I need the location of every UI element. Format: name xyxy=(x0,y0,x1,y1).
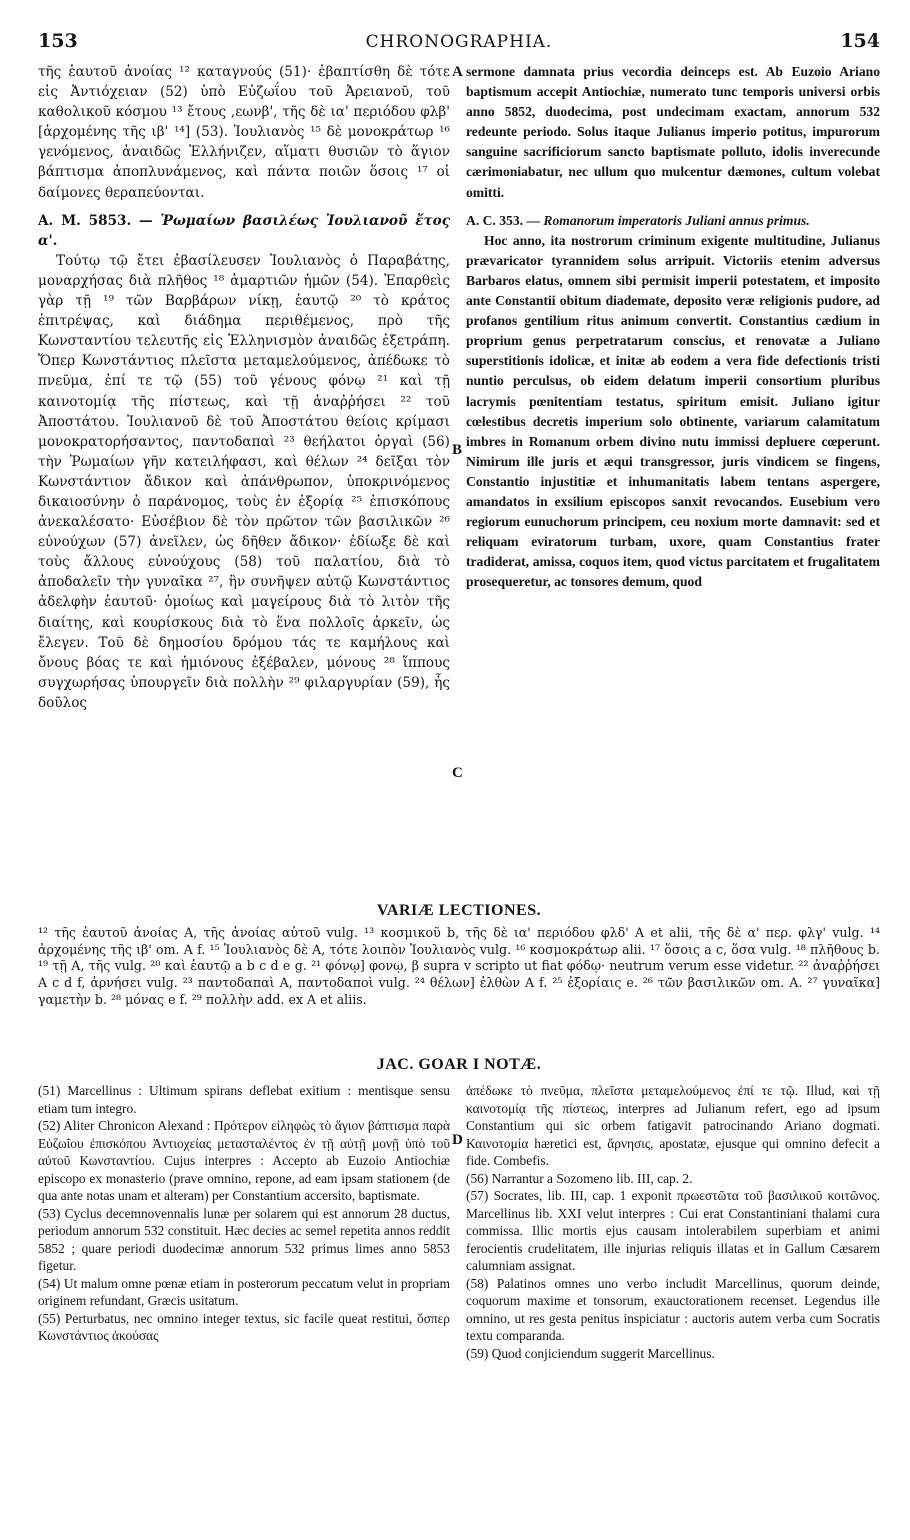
greek-year-title: Ῥωμαίων βασιλέως Ἰουλιανοῦ ἔτος α'. xyxy=(38,212,450,249)
note-54: (54) Ut malum omne pœnæ etiam in posterorum peccatum velut in propriam originem refundant, Græcis usitatum. xyxy=(38,1275,450,1308)
variae-text: ¹² τῆς ἑαυτοῦ ἀνοίας A, τῆς ἀνοίας αὐτοῦ vulg. ¹³ κοσμικοῦ b, τῆς δὲ ια' περιόδου φλδ' A et alii, τῆς δὲ α' περ. φλγ' vulg. ¹⁴ ἀρχομένης τῆς ιβ' om. A f. ¹⁵ Ἰουλιανὸς δὲ A, τότε λοιπὸν Ἰουλιανὸς vulg. ¹⁶ κοσμοκράτωρ alii. ¹⁷ ὅσοις a c, ὅσα vulg. ¹⁸ πλῆθους b. ¹⁹ τῇ A, τῆς vulg. ²⁰ καὶ ἑαυτῷ a b c d e g. ²¹ φόνῳ] φονῳ, β supra v scripto ut fiat φόδῳ· neutrum verum esse videtur. ²² ἀναῤῥήσει A c d f, ἀρνήσει vulg. ²³ παντοδαπαὶ A, παντοδαποὶ vulg. ²⁴ θέλων] ἐλθὼν A f. ²⁵ ἐξορίαις e. ²⁶ τῶν βασιλικῶν om. A. ²⁷ γυναῖκα] γαμετὴν b. ²⁸ μόνας e f. ²⁹ πολλὴν add. ex A et aliis. xyxy=(38,925,880,1007)
page-number-left: 153 xyxy=(38,30,78,52)
note-52: (52) Aliter Chronicon Alexand : Πρότερον εἰληφὼς τὸ ἅγιον βάπτισμα παρὰ Εὐζωΐου ἐπισκόπου Ἀντιοχείας μετασταλέντος ἐν τῇ αὐτῇ μονῇ ὑπὸ τοῦ αὐτοῦ Κωνσταντίου. Cujus interpres : Accepto ab Euzoio Antiochiæ episcopo ex monasterio (prave omnino, repone, ad eam ipsam stationem (de qua ante notas unam et alteram) per Constantium accersito, baptismate. xyxy=(38,1118,450,1203)
latin-year-title: Romanorum imperatoris Juliani annus primus. xyxy=(543,212,810,228)
greek-column xyxy=(38,62,450,890)
margin-mark-a: A xyxy=(452,64,463,80)
note-55: (55) Perturbatus, nec omnino integer textus, sic facile queat restitui, ὅσπερ Κωνστάντιος ἀκούσας xyxy=(38,1310,450,1343)
greek-year-heading xyxy=(38,211,450,251)
note-51: (51) Marcellinus : Ultimum spirans deflebat exitium : mentisque sensu etiam tum integro. xyxy=(38,1083,450,1116)
latin-year-heading xyxy=(466,211,880,231)
page-number-right: 154 xyxy=(840,30,880,52)
note-55-continued: ἀπέδωκε τὸ πνεῦμα, πλεῖστα μεταμελούμενος ἐπί τε τῷ. Illud, καὶ τῇ καινοτομίᾳ τῆς πίστεως, interpres ad Julianum refert, ego ad ipsum Constantium qui sic orbem fatigavit patrocinando Ariano dogmati. Καινοτομία hæretici est, ἄρνησις, apostatæ, ejusque qui omnino defecit a fide. Combefis. xyxy=(466,1083,880,1168)
note-53: (53) Cyclus decemnovennalis lunæ per solarem qui est annorum 28 ductus, periodum annorum 532 constituit. Hæc decies ac semel repetita annos reddit 5852 ; quare periodi duodecimæ annorum 532 primus limes anno 5853 figetur. xyxy=(38,1205,450,1273)
margin-mark-b: B xyxy=(452,442,463,458)
note-59: (59) Quod conjiciendum suggerit Marcellinus. xyxy=(466,1345,715,1361)
note-57: (57) Socrates, lib. III, cap. 1 exponit πρωεστῶτα τοῦ βασιλικοῦ κοιτῶνος. Marcellinus lib. XXI velut interpres : Cui erat Constantiniani thalami cura commissa. Illic mortis ejus causam intolerabilem superbiam et animi ferocientis crudelitatem, ille injurias reliquis illatas et in Gallum Cæsarem calumniam assignat. xyxy=(466,1188,880,1273)
latin-year-label: A. C. 353. — xyxy=(466,212,544,228)
greek-year-label: A. M. 5853. — xyxy=(38,212,161,229)
running-header xyxy=(38,30,880,56)
margin-mark-c: C xyxy=(452,765,463,781)
greek-paragraph-2: Τούτῳ τῷ ἔτει ἐβασίλευσεν Ἰουλιανὸς ὁ Παραβάτης, μοναρχήσας διὰ πλῆθος ¹⁸ ἁμαρτιῶν ἡμῶν (54). Ἐπαρθεὶς γὰρ τῇ ¹⁹ τῶν Βαρβάρων νίκῃ, ἑαυτῷ ²⁰ τὸ κράτος ἐπιτρέψας, καὶ διάδημα περιθέμενος, πρὸ τῆς Κωνσταντίου τελευτῆς εἰς Ἑλληνισμὸν ἀναιδῶς ἐξετράπη. Ὅπερ Κωνστάντιος πλεῖστα μεταμελούμενος, ἀπέδωκε τὸ πνεῦμα, ἐπί τε τῷ (55) τοῦ γένους φόνῳ ²¹ καὶ τῇ καινοτομίᾳ τῆς πίστεως, καὶ τῇ ἀναῤῥήσει ²² τοῦ Ἀποστάτου. Ἰουλιανοῦ δὲ τοῦ Ἀποστάτου θείοις κρίμασι μονοκρατορήσαντος, παντοδαπαὶ ²³ θεήλατοι ὀργαὶ (56) τὴν Ῥωμαίων γῆν κατειλήφασι, καὶ θέλων ²⁴ δεῖξαι τὸν Κωνστάντιον ἄδικον καὶ ἀπάνθρωπον, ὑποκρινόμενος δικαιοσύνην ὁ παράνομος, τοὺς ἐν ἐξορίᾳ ²⁵ ἐπισκόπους ἀνεκαλέσατο· Εὐσέβιον δὲ τὸν πρῶτον τῶν βασιλικῶν ²⁶ εὐνούχων (57) ἀνεῖλεν, ὡς δῆθεν ἄδικον· ἐδίωξε δὲ καὶ τοὺς ἄλλους εὐνούχους (58) τοῦ παλατίου, διὰ τὸ ἀποδαλεῖν τὴν γυναῖκα ²⁷, ἣν συνῆψεν αὐτῷ Κωνστάντιος ἀδελφὴν ἑαυτοῦ· ὁμοίως καὶ μαγείρους διὰ τὸ λιτὸν τῆς διαίτης, καὶ κουρίσκους διὰ τὸ ἕνα πολλοῖς ἀρκεῖν, ὡς ἔλεγεν. Τοῦ δὲ δημοσίου δρόμου τάς τε καμήλους καὶ ὄνους βόας τε καὶ ἡμιόνους ἐξέβαλεν, μόνους ²⁸ ἵππους συγχωρήσας ὑπουργεῖν διὰ πολλὴν ²⁹ φιλαργυρίαν (59), ἧς δοῦλος xyxy=(38,252,450,711)
note-56: (56) Narrantur a Sozomeno lib. III, cap. 2. xyxy=(466,1170,693,1186)
margin-mark-d: D xyxy=(452,1132,463,1148)
running-title: CHRONOGRAPHIA. xyxy=(365,32,553,52)
notes-left-column xyxy=(38,1082,450,1502)
latin-column xyxy=(466,62,880,890)
latin-paragraph-1: sermone damnata prius vecordia deinceps est. Ab Euzoio Ariano baptismum accepit Antiochiæ, numerato tunc temporis universi orbis anno 5852, duodecima, post undecimam exactam, annorum 532 redeunte periodo. Solus itaque Julianus imperio potitus, impurorum sanguine sacrificiorum sancto baptismate polluto, idolis inverecunde cærimoniabatur, nec ullum quo mulcentur dæmones, cultum volebat omitti. xyxy=(466,64,880,200)
note-58: (58) Palatinos omnes uno verbo includit Marcellinus, quorum deinde, coquorum maxime et tonsorum, exauctorationem recenset. Legendus ille omnino, ut res gesta penitus inspiciatur : auctoris autem verba cum Socratis textu comparanda. xyxy=(466,1275,880,1343)
greek-paragraph-1: τῆς ἑαυτοῦ ἀνοίας ¹² καταγνούς (51)· ἐβαπτίσθη δὲ τότε εἰς Ἀντιόχειαν (52) ὑπὸ Εὐζωΐου τοῦ Ἀρειανοῦ, τοῦ καθολικοῦ κόσμου ¹³ ἔτους ,εωνβ', τῆς δὲ ια' περιόδου φλβ' [ἀρχομένης τῆς ιβ' ¹⁴] (53). Ἰουλιανὸς ¹⁵ δὲ μονοκράτωρ ¹⁶ γενόμενος, ἀναιδῶς Ἑλλήνιζεν, αἵματι θυσιῶν τὸ ἅγιον βάπτισμα ἀποπλυνάμενος, καὶ πάντα ποιῶν ὅσοις ¹⁷ οἱ δαίμονες θεραπεύονται. xyxy=(38,64,450,201)
notes-right-column xyxy=(466,1082,880,1502)
variae-heading: VARIÆ LECTIONES. xyxy=(376,902,542,919)
latin-paragraph-2: Hoc anno, ita nostrorum criminum exigente multitudine, Julianus prævaricator tyrannidem solus arripuit. Victoriis etenim adversus Barbaros elatus, omnem sibi permisit imperii potestatem, et imposito ante Constantii obitum diademate, deposito veræ religionis pudore, ad profanos gentilium ritus animum convertit. Constantius cædium in proprium genus perpetratarum conscius, et renovatæ a Juliano superstitionis idolicæ, et initæ ab eodem a vera fide defectionis tristi nuntio perculsus, ob eidem delatum imperii consortium pluribus lacrymis pœnitentiam testatus, spiritum emisit. Juliano igitur cœlestibus decretis imperium solo obtinente, variarum calamitatum imbres in Romanum orbem divino nutu immissi depluere cœperunt. Nimirum ille juris et æqui transgressor, juris vindicem se fingens, Constantio injustitiæ et inhumanitatis labem tentans aspergere, amandatos in exsilium episcopos sanxit revocandos. Eusebium vero regiorum eunuchorum principem, ceu noxium morte damnavit: sed et reliquam eviratorum turbam, uxore, quam Constantius frater tradiderat, amissa, coquos item, quod victus parcitatem et frugalitatem prosequeretur, ac tonsores demum, quod xyxy=(466,232,880,590)
notae-heading: JAC. GOAR I NOTÆ. xyxy=(376,1056,542,1073)
variae-lectiones xyxy=(38,925,880,1009)
